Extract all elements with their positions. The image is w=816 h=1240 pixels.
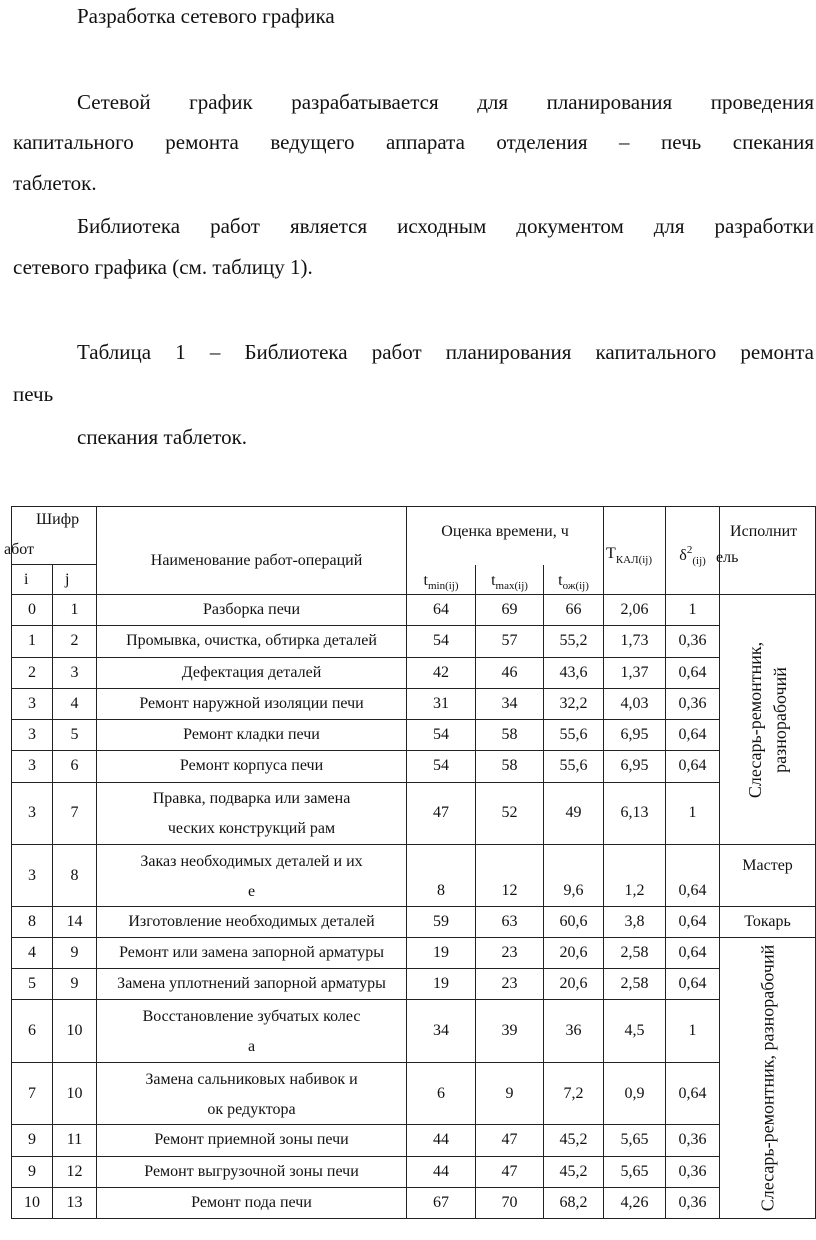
header-row-1 xyxy=(12,507,816,565)
table-row xyxy=(12,688,816,719)
cell-i: 3 xyxy=(12,782,53,845)
tmin-header-sub: min(ij) xyxy=(427,580,459,592)
cell-tavg: 7,2 xyxy=(544,1062,604,1124)
table-row xyxy=(12,907,816,938)
table-row xyxy=(12,845,816,907)
cell-tavg: 55,6 xyxy=(544,751,604,782)
cell-tmin: 44 xyxy=(407,1125,476,1156)
code-header xyxy=(4,507,97,565)
table-row xyxy=(12,1062,816,1124)
cell-tavg: 55,2 xyxy=(544,626,604,657)
cell-name: Изготовление необходимых деталей xyxy=(97,907,407,938)
cell-name xyxy=(97,782,407,845)
tkal-header-sub: КАЛ(ij) xyxy=(615,553,653,566)
cell-name: Ремонт приемной зоны печи xyxy=(97,1125,407,1156)
cell-tavg: 55,6 xyxy=(544,720,604,751)
table-row xyxy=(12,1125,816,1156)
performer-header-line-2: ель xyxy=(716,549,739,566)
cell-i: 1 xyxy=(12,626,53,657)
cell-tmax: 58 xyxy=(476,751,544,782)
performer-group-1-wrap xyxy=(720,595,815,844)
cell-tmin: 44 xyxy=(407,1156,476,1187)
cell-tmax: 39 xyxy=(476,1000,544,1062)
table-row xyxy=(12,938,816,969)
cell-i: 0 xyxy=(12,595,53,626)
performer-header-line-1: Исполнит xyxy=(730,523,798,540)
cell-name-line-1: Восстановление зубчатых колес xyxy=(142,1008,361,1026)
tmax-header-t: t xyxy=(491,571,496,589)
cell-tkal: 4,26 xyxy=(604,1187,666,1218)
cell-i: 8 xyxy=(12,907,53,938)
tmax-header-sub: max(ij) xyxy=(495,580,528,592)
table-row xyxy=(12,782,816,845)
cell-i: 9 xyxy=(12,1156,53,1187)
cell-d: 0,36 xyxy=(666,1156,720,1187)
cell-tmin: 19 xyxy=(407,969,476,1000)
cell-i: 7 xyxy=(12,1062,53,1124)
cell-i: 3 xyxy=(12,751,53,782)
cell-i: 3 xyxy=(12,845,53,907)
cell-tmin: 8 xyxy=(407,845,476,907)
tmax-header xyxy=(476,565,544,595)
cell-tmin: 59 xyxy=(407,907,476,938)
cell-name: Ремонт корпуса печи xyxy=(97,751,407,782)
cell-i: 3 xyxy=(12,720,53,751)
tavg-header-t: t xyxy=(558,571,563,589)
cell-tmax: 46 xyxy=(476,657,544,688)
cell-tkal: 2,06 xyxy=(604,595,666,626)
cell-tkal: 1,73 xyxy=(604,626,666,657)
cell-tavg: 49 xyxy=(544,782,604,845)
tavg-header-sub: ож(ij) xyxy=(562,580,589,592)
cell-tmax: 57 xyxy=(476,626,544,657)
paragraph-1-line-1: Сетевой график разрабатывается для планирования проведения xyxy=(77,90,814,114)
paragraph-1-line-3: таблеток. xyxy=(13,171,97,195)
cell-d: 0,64 xyxy=(666,751,720,782)
table-row xyxy=(12,595,816,626)
cell-tmax: 47 xyxy=(476,1125,544,1156)
table-row xyxy=(12,720,816,751)
cell-name: Дефектация деталей xyxy=(97,657,407,688)
cell-j: 9 xyxy=(53,938,97,969)
performer-header xyxy=(716,507,816,595)
cell-tavg: 66 xyxy=(544,595,604,626)
time-header: Оценка времени, ч xyxy=(407,507,604,565)
cell-tavg: 60,6 xyxy=(544,907,604,938)
cell-tavg: 43,6 xyxy=(544,657,604,688)
cell-j: 12 xyxy=(53,1156,97,1187)
cell-tkal: 6,95 xyxy=(604,751,666,782)
table-row xyxy=(12,969,816,1000)
cell-tavg: 36 xyxy=(544,1000,604,1062)
paragraph-2-line-2: сетевого графика (см. таблицу 1). xyxy=(13,255,313,279)
table-row xyxy=(12,751,816,782)
cell-tmax: 69 xyxy=(476,595,544,626)
cell-j: 3 xyxy=(53,657,97,688)
cell-tmin: 54 xyxy=(407,751,476,782)
cell-d: 0,64 xyxy=(666,1062,720,1124)
cell-tkal: 6,13 xyxy=(604,782,666,845)
cell-tmin: 67 xyxy=(407,1187,476,1218)
cell-i: 4 xyxy=(12,938,53,969)
table-caption-line-2: печь xyxy=(13,382,54,406)
cell-d: 1 xyxy=(666,595,720,626)
name-header: Наименование работ-операций xyxy=(97,507,407,595)
cell-d: 0,64 xyxy=(666,907,720,938)
cell-d: 0,36 xyxy=(666,1187,720,1218)
cell-i: 2 xyxy=(12,657,53,688)
cell-tmax: 47 xyxy=(476,1156,544,1187)
cell-tmin: 34 xyxy=(407,1000,476,1062)
cell-name-line-1: Замена сальниковых набивок и xyxy=(145,1070,358,1088)
performer-group-1-line-2: разнорабочий xyxy=(769,666,790,773)
cell-tmax: 34 xyxy=(476,688,544,719)
performer-group-1-label xyxy=(742,641,792,797)
cell-tmin: 54 xyxy=(407,626,476,657)
cell-tkal: 1,2 xyxy=(604,845,666,907)
cell-tmin: 54 xyxy=(407,720,476,751)
cell-tavg: 32,2 xyxy=(544,688,604,719)
cell-name-line-2: е xyxy=(247,882,256,900)
cell-d: 0,64 xyxy=(666,720,720,751)
i-header: i xyxy=(12,565,53,595)
performer-group-2 xyxy=(720,938,816,1219)
table-row xyxy=(12,1187,816,1218)
cell-j: 6 xyxy=(53,751,97,782)
cell-j: 13 xyxy=(53,1187,97,1218)
cell-tkal: 4,5 xyxy=(604,1000,666,1062)
tkal-header xyxy=(604,507,666,595)
page-heading: Разработка сетевого графика xyxy=(77,4,335,28)
tkal-header-t: T xyxy=(606,545,616,563)
performer-group-2-wrap xyxy=(720,938,815,1218)
cell-i: 9 xyxy=(12,1125,53,1156)
cell-name xyxy=(97,1000,407,1062)
cell-tmin: 64 xyxy=(407,595,476,626)
table-caption-line-1: Таблица 1 – Библиотека работ планирования капитального ремонта xyxy=(77,340,814,364)
cell-tmin: 31 xyxy=(407,688,476,719)
delta-header-sup: 2 xyxy=(686,544,693,557)
paragraph-1-line-2: капитального ремонта ведущего аппарата отделения – печь спекания xyxy=(13,130,814,154)
cell-name: Промывка, очистка, обтирка деталей xyxy=(97,626,407,657)
cell-j: 7 xyxy=(53,782,97,845)
cell-j: 2 xyxy=(53,626,97,657)
cell-name-line-2: ок редуктора xyxy=(207,1100,296,1118)
cell-d: 0,36 xyxy=(666,688,720,719)
cell-tavg: 45,2 xyxy=(544,1156,604,1187)
cell-d: 1 xyxy=(666,782,720,845)
cell-d: 0,64 xyxy=(666,657,720,688)
delta-header-symbol: δ xyxy=(679,546,687,564)
table-row xyxy=(12,626,816,657)
cell-tkal: 4,03 xyxy=(604,688,666,719)
cell-name: Разборка печи xyxy=(97,595,407,626)
cell-j: 14 xyxy=(53,907,97,938)
delta-header-sub: (ij) xyxy=(692,554,706,567)
cell-name-line-1: Правка, подварка или замена xyxy=(152,790,351,808)
delta-header xyxy=(666,507,720,595)
works-library-table xyxy=(4,506,816,1219)
cell-tkal: 2,58 xyxy=(604,938,666,969)
tmin-header-t: t xyxy=(423,571,428,589)
cell-tmin: 42 xyxy=(407,657,476,688)
cell-tmin: 19 xyxy=(407,938,476,969)
code-header-sublabel: абот xyxy=(4,541,35,558)
cell-tmax: 70 xyxy=(476,1187,544,1218)
tmin-header xyxy=(407,565,476,595)
cell-name xyxy=(97,845,407,907)
cell-tmax: 12 xyxy=(476,845,544,907)
performer-turner: Токарь xyxy=(720,907,816,938)
cell-d: 0,36 xyxy=(666,626,720,657)
paragraph-2-line-1: Библиотека работ является исходным документом для разработки xyxy=(77,214,814,238)
code-header-label: Шифр xyxy=(36,511,80,528)
cell-tkal: 5,65 xyxy=(604,1156,666,1187)
cell-name: Ремонт выгрузочной зоны печи xyxy=(97,1156,407,1187)
j-header: j xyxy=(53,565,97,595)
cell-tmax: 52 xyxy=(476,782,544,845)
cell-d: 0,64 xyxy=(666,845,720,907)
cell-tavg: 20,6 xyxy=(544,969,604,1000)
cell-tmin: 6 xyxy=(407,1062,476,1124)
cell-i: 6 xyxy=(12,1000,53,1062)
cell-tmin: 47 xyxy=(407,782,476,845)
cell-name: Замена уплотнений запорной арматуры xyxy=(97,969,407,1000)
table-row xyxy=(12,657,816,688)
cell-name: Ремонт или замена запорной арматуры xyxy=(97,938,407,969)
cell-j: 1 xyxy=(53,595,97,626)
cell-tavg: 68,2 xyxy=(544,1187,604,1218)
cell-tkal: 3,8 xyxy=(604,907,666,938)
cell-tmax: 9 xyxy=(476,1062,544,1124)
cell-j: 10 xyxy=(53,1000,97,1062)
cell-j: 10 xyxy=(53,1062,97,1124)
cell-name: Ремонт кладки печи xyxy=(97,720,407,751)
performer-group-2-label: Слесарь-ремонтник, разнорабочий xyxy=(756,944,777,1212)
cell-d: 0,36 xyxy=(666,1125,720,1156)
cell-j: 5 xyxy=(53,720,97,751)
cell-tavg: 20,6 xyxy=(544,938,604,969)
table-caption-line-3: спекания таблеток. xyxy=(77,425,248,449)
cell-i: 5 xyxy=(12,969,53,1000)
cell-name-line-2: а xyxy=(247,1038,256,1056)
performer-master: Мастер xyxy=(720,845,816,907)
performer-group-1 xyxy=(720,595,816,845)
cell-name xyxy=(97,1062,407,1124)
table-row xyxy=(12,1156,816,1187)
cell-tavg: 45,2 xyxy=(544,1125,604,1156)
cell-j: 8 xyxy=(53,845,97,907)
tavg-header xyxy=(544,565,604,595)
cell-name-line-1: Заказ необходимых деталей и их xyxy=(140,852,363,870)
cell-tkal: 0,9 xyxy=(604,1062,666,1124)
cell-name-line-2: ческих конструкций рам xyxy=(167,820,336,838)
cell-tavg: 9,6 xyxy=(544,845,604,907)
cell-j: 4 xyxy=(53,688,97,719)
cell-d: 1 xyxy=(666,1000,720,1062)
cell-j: 9 xyxy=(53,969,97,1000)
cell-tmax: 58 xyxy=(476,720,544,751)
cell-i: 10 xyxy=(12,1187,53,1218)
cell-i: 3 xyxy=(12,688,53,719)
performer-group-1-line-1: Слесарь-ремонтник, xyxy=(744,641,765,798)
table-row xyxy=(12,1000,816,1062)
cell-tmax: 63 xyxy=(476,907,544,938)
cell-d: 0,64 xyxy=(666,938,720,969)
cell-tkal: 6,95 xyxy=(604,720,666,751)
cell-d: 0,64 xyxy=(666,969,720,1000)
cell-name: Ремонт пода печи xyxy=(97,1187,407,1218)
cell-tkal: 5,65 xyxy=(604,1125,666,1156)
cell-tkal: 2,58 xyxy=(604,969,666,1000)
cell-name: Ремонт наружной изоляции печи xyxy=(97,688,407,719)
cell-tmax: 23 xyxy=(476,938,544,969)
cell-tmax: 23 xyxy=(476,969,544,1000)
cell-j: 11 xyxy=(53,1125,97,1156)
cell-tkal: 1,37 xyxy=(604,657,666,688)
